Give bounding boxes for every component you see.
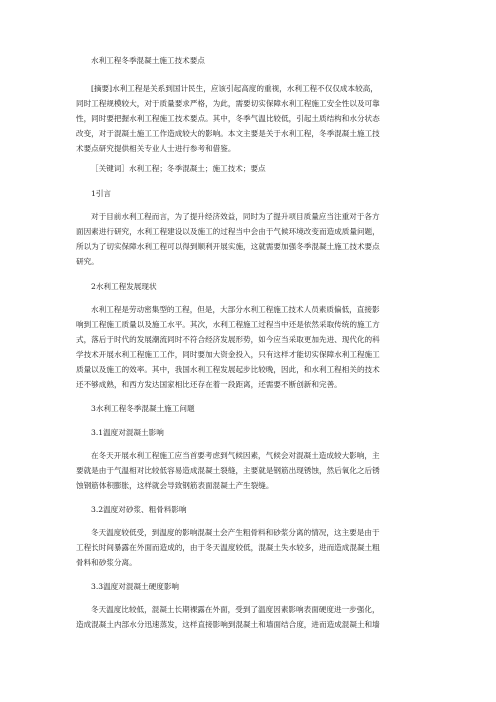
abstract-line-3: 性，同时要把握水利工程施工技术要点。其中，冬季气温比较低，引起土质结构和水分状态 xyxy=(76,114,380,123)
section-3-2-heading: 3.2温度对砂浆、粗骨料影响 xyxy=(91,505,187,514)
section-2-line-5: 质量以及施工的效率。其中，我国水利工程发展起步比较晚，因此，和水利工程相关的技术 xyxy=(76,365,380,374)
section-2-line-3: 式，落后于时代的发展潮流同时不符合经济发展形势，如今应当采取更加先进、现代化的科 xyxy=(76,335,380,344)
abstract-line-2: 同时工程规模较大，对于质量要求严格，为此，需要切实保障水利工程施工安全性以及可靠 xyxy=(76,99,380,108)
section-2-line-4: 学技术开展水利工程施工工作，同时要加大资金投入，只有这样才能切实保障水利工程施工 xyxy=(76,350,380,359)
section-3-1-line-1: 在冬天开展水利工程施工应当首要考虑到气候因素，气候会对混凝土造成较大影响，主 xyxy=(91,451,380,460)
section-3-1-heading: 3.1温度对混凝土影响 xyxy=(91,428,164,437)
section-3-1-line-2: 要就是由于气温相对比较低容易造成混凝土裂缝，主要就是钢筋出现锈蚀，然后氧化之后锈 xyxy=(76,466,380,475)
section-3-3-line-1: 冬天温度比较低，混凝土长期裸露在外面，受到了温度因素影响表面硬度进一步强化， xyxy=(91,605,380,614)
section-3-1-line-3: 蚀钢筋体积膨胀，这样就会导致钢筋表面混凝土产生裂缝。 xyxy=(76,481,274,490)
abstract-line-4: 改变，对于混凝土施工工作造成较大的影响。本文主要是关于水利工程，冬季混凝土施工技 xyxy=(76,129,380,138)
abstract-line-1: [摘要]水利工程是关系到国计民生，应该引起高度的重视，水利工程不仅仅成本较高， xyxy=(91,84,378,93)
section-3-heading: 3水利工程冬季混凝土施工问题 xyxy=(91,404,195,413)
section-2-heading: 2水利工程发展现状 xyxy=(91,282,157,291)
section-1-line-2: 面因素进行研究，水利工程建设以及施工的过程当中会由于气候环境改变而造成质量问题， xyxy=(76,227,380,236)
document-title: 水利工程冬季混凝土施工技术要点 xyxy=(91,56,205,65)
section-3-2-line-3: 骨料和砂浆分离。 xyxy=(76,558,137,567)
section-3-2-line-2: 工程长时间暴露在外面而造成的，由于冬天温度较低，混凝土失水较多，进而造成混凝土粗 xyxy=(76,543,380,552)
section-3-3-heading: 3.3温度对混凝土硬度影响 xyxy=(91,582,180,591)
section-1-line-4: 研究。 xyxy=(76,257,99,266)
section-1-line-1: 对于目前水利工程而言，为了提升经济效益，同时为了提升项目质量应当注重对于各方 xyxy=(91,212,380,221)
section-1-heading: 1引言 xyxy=(91,189,112,198)
section-3-3-line-2: 造成混凝土内部水分迅速蒸发，这样直接影响到混凝土和墙面结合度，进而造成混凝土和墙 xyxy=(76,620,380,629)
section-2-line-2: 响到工程施工质量以及施工水平。其次，水利工程施工过程当中还是依然采取传统的施工方 xyxy=(76,320,380,329)
abstract-line-5: 术要点研究提供相关专业人士进行参考和借鉴。 xyxy=(76,144,236,153)
section-1-line-3: 所以为了切实保障水利工程可以得到顺利开展实施，这就需要加强冬季混凝土施工技术要点 xyxy=(76,242,380,251)
section-3-2-line-1: 冬天温度较低受，到温度的影响混凝土会产生粗骨料和砂浆分离的情况，这主要是由于 xyxy=(91,528,380,537)
section-2-line-6: 还不够成熟，和西方发达国家相比还存在着一段距离，还需要不断创新和完善。 xyxy=(76,380,342,389)
section-2-line-1: 水利工程是劳动密集型的工程，但是，大部分水利工程施工技术人员素质偏低，直接影 xyxy=(91,305,380,314)
keywords: ［关键词］水利工程；冬季混凝土；施工技术；要点 xyxy=(91,164,266,173)
